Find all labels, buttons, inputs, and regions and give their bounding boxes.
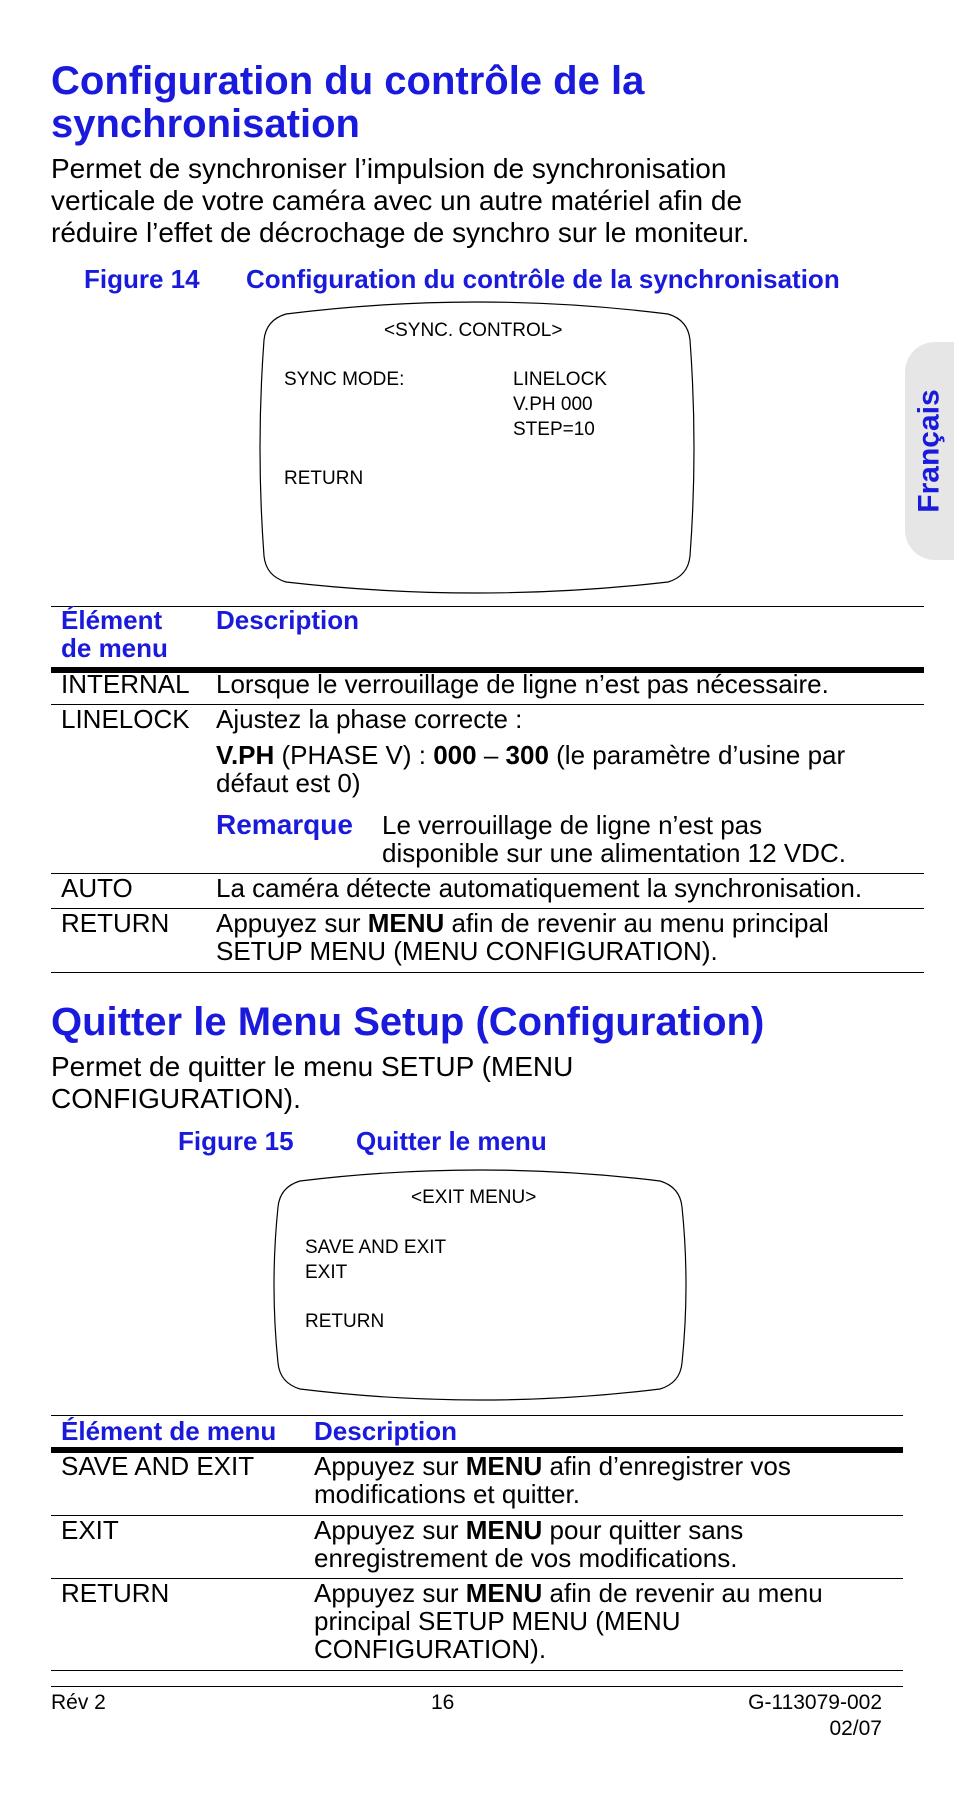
table1-header-item-line1: Élément <box>61 605 163 635</box>
footer-page-number: 16 <box>431 1691 455 1714</box>
table1-return-post: afin de revenir au menu principal <box>444 908 829 938</box>
table2-exit-menu: MENU <box>465 1515 543 1545</box>
table2-exit-pre: Appuyez sur <box>314 1515 466 1545</box>
table2-save-post: afin d’enregistrer vos <box>542 1451 791 1481</box>
table1-auto-desc: La caméra détecte automatiquement la synchronisation. <box>216 873 863 903</box>
table1-return-item: RETURN <box>61 908 170 938</box>
exit-screen-save-and-exit: SAVE AND EXIT <box>305 1237 447 1258</box>
section2-intro <box>51 1051 573 1115</box>
table2-return-desc <box>314 1579 823 1663</box>
table2-return-line2: principal SETUP MENU (MENU <box>314 1606 681 1636</box>
table2-return-line3: CONFIGURATION). <box>314 1634 547 1664</box>
language-side-tab-label-box <box>905 342 954 560</box>
phase-term: (PHASE V) : <box>274 740 434 770</box>
range-max: 300 <box>505 740 549 770</box>
table1-note-text <box>382 811 846 867</box>
section2-title: Quitter le Menu Setup (Configuration) <box>51 1000 765 1044</box>
table2-exit-line2: enregistrement de vos modifications. <box>314 1543 738 1573</box>
table2-save-menu: MENU <box>465 1451 543 1481</box>
footer-rule <box>51 1686 903 1687</box>
default-text-line1: (le paramètre d’usine par <box>548 740 846 770</box>
table1-return-pre: Appuyez sur <box>216 908 368 938</box>
figure14-title: Configuration du contrôle de la synchronisation <box>246 264 840 294</box>
sync-screen-heading: <SYNC. CONTROL> <box>384 320 563 341</box>
table1-top-rule <box>51 606 924 607</box>
section1-title <box>51 60 644 146</box>
table1-header-item-line2: de menu <box>61 633 168 663</box>
table1-auto-item: AUTO <box>61 873 133 903</box>
exit-menu-screen <box>270 1167 690 1403</box>
footer-revision: Rév 2 <box>51 1691 106 1714</box>
sync-mode-label: SYNC MODE: <box>284 369 405 390</box>
table2-return-item: RETURN <box>61 1578 170 1608</box>
table1-bottom-rule <box>51 972 924 973</box>
figure15-number: Figure 15 <box>178 1126 294 1156</box>
exit-screen-return: RETURN <box>305 1311 385 1332</box>
table2-header-item: Élément de menu <box>61 1416 277 1446</box>
table1-header-item <box>61 606 168 662</box>
table1-header-desc: Description <box>216 605 360 635</box>
screen-frame <box>256 300 698 596</box>
table2-header-desc: Description <box>314 1416 458 1446</box>
section1-intro-line2: verticale de votre caméra avec un autre matériel afin de <box>51 185 743 216</box>
table1-return-line2: SETUP MENU (MENU CONFIGURATION). <box>216 936 718 966</box>
table1-linelock-default2: défaut est 0) <box>216 768 361 798</box>
step-value: STEP=10 <box>513 419 595 440</box>
table2-save-item: SAVE AND EXIT <box>61 1451 255 1481</box>
section2-intro-line2: CONFIGURATION). <box>51 1083 301 1114</box>
range-min: 000 <box>433 740 477 770</box>
table1-note-line1: Le verrouillage de ligne n’est pas <box>382 810 763 840</box>
sync-screen-return: RETURN <box>284 468 364 489</box>
table1-note-label: Remarque <box>216 809 353 840</box>
range-dash: – <box>476 740 506 770</box>
table2-save-pre: Appuyez sur <box>314 1451 466 1481</box>
section1-title-line2: synchronisation <box>51 102 360 146</box>
table1-return-menu: MENU <box>367 908 445 938</box>
section1-intro-line3: réduire l’effet de décrochage de synchro sur le moniteur. <box>51 217 750 248</box>
table1-linelock-range <box>216 741 845 769</box>
language-side-tab-label: Français <box>912 389 946 513</box>
footer-date: 02/07 <box>829 1717 882 1740</box>
vph-value: V.PH 000 <box>513 394 593 415</box>
sync-control-screen <box>256 300 698 596</box>
table1-note-line2: disponible sur une alimentation 12 VDC. <box>382 838 846 868</box>
figure14-number: Figure 14 <box>84 264 200 294</box>
figure15-title: Quitter le menu <box>356 1126 547 1156</box>
section1-intro-line1: Permet de synchroniser l’impulsion de synchronisation <box>51 153 727 184</box>
table1-return-desc <box>216 909 829 965</box>
table2-exit-desc <box>314 1516 743 1572</box>
exit-screen-heading: <EXIT MENU> <box>411 1187 537 1208</box>
vph-term: V.PH <box>216 740 275 770</box>
table2-exit-post: pour quitter sans <box>542 1515 744 1545</box>
table1-linelock-desc1: Ajustez la phase correcte : <box>216 704 523 734</box>
table2-return-post: afin de revenir au menu <box>542 1578 823 1608</box>
table2-return-menu: MENU <box>465 1578 543 1608</box>
table2-bottom-rule <box>51 1670 903 1671</box>
footer-doc-number: G-113079-002 <box>748 1691 882 1714</box>
exit-screen-exit: EXIT <box>305 1262 348 1283</box>
table2-save-line2: modifications et quitter. <box>314 1479 580 1509</box>
section1-intro <box>51 153 749 249</box>
table1-linelock-item: LINELOCK <box>61 704 190 734</box>
table2-save-desc <box>314 1452 791 1508</box>
table2-exit-item: EXIT <box>61 1515 119 1545</box>
sync-mode-value: LINELOCK <box>513 369 607 390</box>
section1-title-line1: Configuration du contrôle de la <box>51 59 645 103</box>
table1-internal-desc: Lorsque le verrouillage de ligne n’est pas nécessaire. <box>216 669 829 699</box>
section2-intro-line1: Permet de quitter le menu SETUP (MENU <box>51 1051 574 1082</box>
table1-internal-item: INTERNAL <box>61 669 190 699</box>
table2-return-pre: Appuyez sur <box>314 1578 466 1608</box>
